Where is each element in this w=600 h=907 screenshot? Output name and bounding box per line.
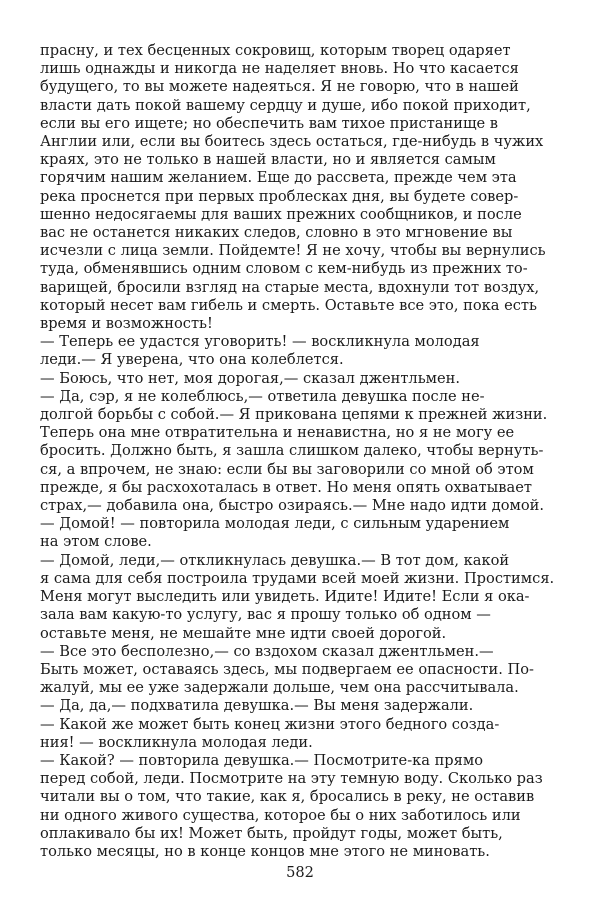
page-body [40,42,558,861]
paragraph-7: — Все это бесполезно,— со вздохом сказал джентльмен.— Быть может, оставаясь здесь, мы подвергаем ее опасности. По- жалуй, мы ее уже задержали дольше, чем она рассчитывала. [40,642,534,697]
paragraph-10: — Какой? — повторила девушка.— Посмотрите-ка прямо перед собой, леди. Посмотрите на эту темную воду. Сколько раз читали вы о том, что такие, как я, бросались в реку, не оставив ни одного живого существа, которое бы о них заботилось или оплакивало бы их! Может быть, пройдут годы, может быть, только месяцы, но в конце концов мне этого не миновать. [40,751,543,860]
paragraph-4: — Да, сэр, я не колеблюсь,— ответила девушка после не- долгой борьбы с собой.— Я прикована цепями к прежней жизни. Теперь она мне отвратительна и ненавистна, но я не могу ее бросить. Должно быть, я зашла слишком далеко, чтобы вернуть- ся, а впрочем, не знаю: если бы вы заговорили со мной об этом прежде, я бы расхохоталась в ответ. Но меня опять охватывает страх,— добавила она, быстро озираясь.— Мне надо идти домой. [40,387,548,515]
page-number: 582 [286,864,314,881]
paragraph-5: — Домой! — повторила молодая леди, с сильным ударением на этом слове. [40,515,510,551]
paragraph-9: — Какой же может быть конец жизни этого бедного созда- ния! — воскликнула молодая леди. [40,715,500,751]
paragraph-1: прасну, и тех бесценных сокровищ, которым творец одаряет лишь однажды и никогда не наделяет вновь. Но что касается будущего, то вы можете надеяться. Я не говорю, что в нашей власти дать покой вашему сердцу и душе, ибо покой приходит, если вы его ищете; но обеспечить вам тихое пристанище в Англии или, если вы боитесь здесь остаться, где-нибудь в чужих краях, это не только в нашей власти, но и является самым горячим нашим желанием. Еще до рассвета, прежде чем эта река проснется при первых проблесках дня, вы будете совер- шенно недосягаемы для ваших прежних сообщников, и после вас не останется никаких следов, словно в это мгновение вы исчезли с лица земли. Пойдемте! Я не хочу, чтобы вы вернулись туда, обменявшись одним словом с кем-нибудь из прежних то- варищей, бросили взгляд на старые места, вдохнули тот воздух, который несет вам гибель и смерть. Оставьте все это, пока есть время и возможность! [40,42,546,333]
paragraph-2: — Теперь ее удастся уговорить! — воскликнула молодая леди.— Я уверена, что она колеблется. [40,333,480,369]
paragraph-3: — Боюсь, что нет, моя дорогая,— сказал джентльмен. [40,369,460,387]
paragraph-6: — Домой, леди,— откликнулась девушка.— В тот дом, какой я сама для себя построила трудами всей моей жизни. Простимся. Меня могут выследить или увидеть. Идите! Идите! Если я ока- зала вам какую-то услугу, вас я прошу только об одном — оставьте меня, не мешайте мне идти своей дорогой. [40,551,555,642]
paragraph-8: — Да, да,— подхватила девушка.— Вы меня задержали. [40,697,474,715]
